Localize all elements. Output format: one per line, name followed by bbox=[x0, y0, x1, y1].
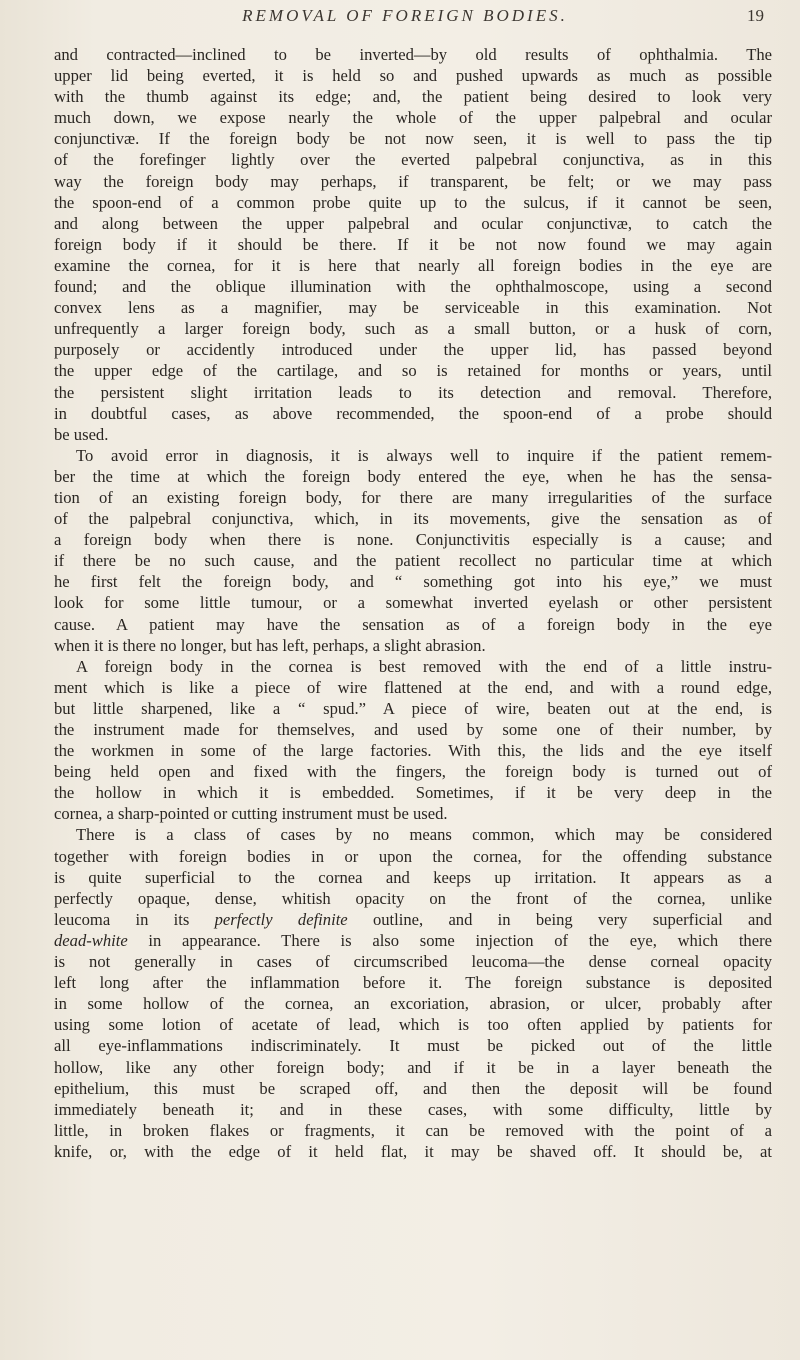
text-line: A foreign body in the cornea is best removed with the end of a little instru- bbox=[76, 656, 772, 676]
text-line: the instrument made for themselves, and used by some one of their number, by bbox=[54, 720, 772, 739]
body-text bbox=[54, 44, 772, 1162]
text-line: leucoma in its perfectly definite outline, and in being very superficial and bbox=[54, 909, 772, 929]
text-line: look for some little tumour, or a somewhat inverted eyelash or other persistent bbox=[54, 593, 772, 613]
text-line: the hollow in which it is embedded. Sometimes, if it be very deep in the bbox=[54, 783, 772, 803]
text-line: but little sharpened, like a “ spud.” A piece of wire, beaten out at the end, is bbox=[54, 698, 772, 718]
text-line: of the forefinger lightly over the everted palpebral conjunctiva, as in this bbox=[54, 150, 772, 170]
text-line: left long after the inflammation before it. The foreign substance is deposited bbox=[54, 973, 772, 993]
text-line: he first felt the foreign body, and “ something got into his eye,” we must bbox=[54, 572, 772, 592]
text-line: the workmen in some of the large factories. With this, the lids and the eye itself bbox=[54, 741, 772, 761]
text-line: tion of an existing foreign body, for there are many irregularities of the surface bbox=[54, 487, 772, 507]
text-line: is quite superficial to the cornea and keeps up irritation. It appears as a bbox=[54, 867, 772, 887]
text-line: ment which is like a piece of wire flattened at the end, and with a round edge, bbox=[54, 677, 772, 697]
text-line: being held open and fixed with the fingers, the foreign body is turned out of bbox=[54, 762, 772, 782]
text-line: dead-white in appearance. There is also some injection of the eye, which there bbox=[54, 930, 772, 950]
text-line: convex lens as a magnifier, may be serviceable in this examination. Not bbox=[54, 298, 772, 318]
text-line: all eye-inflammations indiscriminately. It must be picked out of the little bbox=[54, 1036, 772, 1056]
text-line: when it is there no longer, but has left, perhaps, a slight abrasion. bbox=[54, 635, 486, 655]
text-line: ber the time at which the foreign body entered the eye, when he has the sensa- bbox=[54, 466, 772, 486]
text-line: knife, or, with the edge of it held flat, it may be shaved off. It should be, at bbox=[54, 1141, 772, 1161]
page-number: 19 bbox=[747, 6, 764, 25]
text-line: cornea, a sharp-pointed or cutting instrument must be used. bbox=[54, 804, 448, 824]
text-line: using some lotion of acetate of lead, which is too often applied by patients for bbox=[54, 1015, 772, 1035]
text-line: unfrequently a larger foreign body, such as a small button, or a husk of corn, bbox=[54, 319, 772, 339]
text-line: epithelium, this must be scraped off, and then the deposit will be found bbox=[54, 1078, 772, 1098]
text-line: little, in broken flakes or fragments, it can be removed with the point of a bbox=[54, 1120, 772, 1140]
running-title: REMOVAL OF FOREIGN BODIES. bbox=[242, 6, 568, 25]
text-line: be used. bbox=[54, 424, 109, 444]
running-head bbox=[40, 6, 770, 36]
text-line: the upper edge of the cartilage, and so is retained for months or years, until bbox=[54, 361, 772, 381]
text-line: cause. A patient may have the sensation as of a foreign body in the eye bbox=[54, 614, 772, 634]
text-line: perfectly opaque, dense, whitish opacity on the front of the cornea, unlike bbox=[54, 888, 772, 908]
text-line: hollow, like any other foreign body; and if it be in a layer beneath the bbox=[54, 1057, 772, 1077]
text-line: is not generally in cases of circumscribed leucoma—the dense corneal opacity bbox=[54, 952, 772, 972]
text-line: much down, we expose nearly the whole of the upper palpebral and ocular bbox=[54, 108, 772, 128]
text-line: examine the cornea, for it is here that nearly all foreign bodies in the eye are bbox=[54, 255, 772, 275]
text-line: and along between the upper palpebral and ocular conjunctivæ, to catch the bbox=[54, 213, 772, 233]
text-line: There is a class of cases by no means common, which may be considered bbox=[76, 825, 772, 845]
text-line: the persistent slight irritation leads to its detection and removal. Therefore, bbox=[54, 382, 772, 402]
text-line: To avoid error in diagnosis, it is always well to inquire if the patient remem- bbox=[76, 445, 772, 465]
text-line: foreign body if it should be there. If it be not now found we may again bbox=[54, 234, 772, 254]
text-line: in doubtful cases, as above recommended, the spoon-end of a probe should bbox=[54, 403, 772, 423]
text-line: found; and the oblique illumination with the ophthalmoscope, using a second bbox=[54, 277, 772, 297]
text-line: a foreign body when there is none. Conjunctivitis especially is a cause; and bbox=[54, 530, 772, 550]
text-line: way the foreign body may perhaps, if transparent, be felt; or we may pass bbox=[54, 171, 772, 191]
text-line: together with foreign bodies in or upon the cornea, for the offending substance bbox=[54, 846, 772, 866]
text-line: of the palpebral conjunctiva, which, in its movements, give the sensation as of bbox=[54, 509, 772, 529]
text-line: purposely or accidently introduced under the upper lid, has passed beyond bbox=[54, 340, 772, 360]
text-line: if there be no such cause, and the patient recollect no particular time at which bbox=[54, 551, 772, 571]
text-line: in some hollow of the cornea, an excoriation, abrasion, or ulcer, probably after bbox=[54, 994, 772, 1014]
text-line: with the thumb against its edge; and, the patient being desired to look very bbox=[54, 87, 772, 107]
text-line: conjunctivæ. If the foreign body be not now seen, it is well to pass the tip bbox=[54, 129, 772, 149]
text-line: upper lid being everted, it is held so and pushed upwards as much as possible bbox=[54, 66, 772, 86]
text-line: immediately beneath it; and in these cases, with some difficulty, little by bbox=[54, 1099, 772, 1119]
text-line: and contracted—inclined to be inverted—by old results of ophthalmia. The bbox=[54, 45, 772, 64]
text-line: the spoon-end of a common probe quite up to the sulcus, if it cannot be seen, bbox=[54, 192, 772, 212]
